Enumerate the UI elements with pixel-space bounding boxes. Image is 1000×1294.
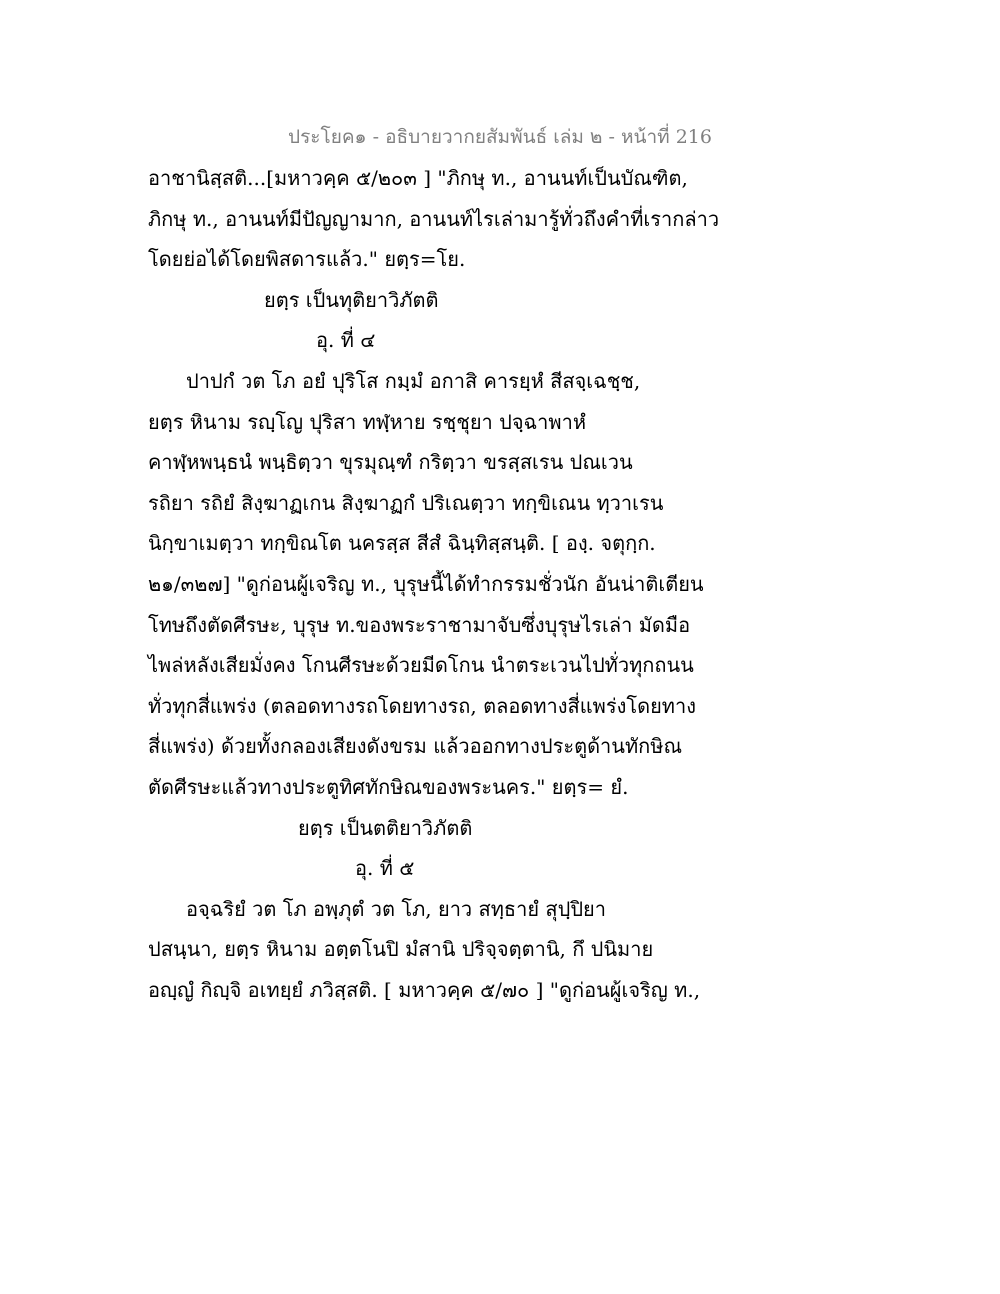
- text-line: อญฺญํ กิญฺจิ อเทยฺยํ ภวิสฺสติ. [ มหาวคฺค ๕/๗๐ ] "ดูก่อนผู้เจริญ ท.,: [148, 977, 701, 1002]
- text-line: ตัดศีรษะแล้วทางประตูทิศทักษิณของพระนคร." ยตฺร= ยํ.: [148, 774, 629, 799]
- text-line: ปาปกํ วต โภ อยํ ปุริโส กมฺมํ อกาสิ คารยฺหํ สีสจฺเฉชฺช,: [186, 368, 641, 393]
- text-line: โทษถึงตัดศีรษะ, บุรุษ ท.ของพระราชามาจับซึ่งบุรุษไรเล่า มัดมือ: [148, 612, 691, 637]
- text-line: อาชานิสฺสติ...[มหาวคฺค ๕/๒๐๓ ] "ภิกษุ ท., อานนท์เป็นบัณฑิต,: [148, 166, 688, 190]
- text-line: อจฺฉริยํ วต โภ อพฺภุตํ วต โภ, ยาว สทฺธายํ สุปฺปิยา: [186, 896, 606, 921]
- section-heading: ยตฺร เป็นทุติยาวิภัตติ: [264, 287, 439, 312]
- section-heading: ยตฺร เป็นตติยาวิภัตติ: [298, 815, 473, 840]
- example-number: อุ. ที่ ๔: [316, 328, 376, 353]
- document-body: [148, 158, 720, 1010]
- example-number: อุ. ที่ ๕: [355, 856, 415, 881]
- page-header: [0, 122, 1000, 152]
- text-line: นิกฺขาเมตฺวา ทกฺขิณโต นครสฺส สีสํ ฉินฺทิสฺสนฺติ. [ องฺ. จตุกฺก.: [148, 531, 656, 556]
- text-line: ภิกษุ ท., อานนท์มีปัญญามาก, อานนท์ไรเล่ามารู้ทั่วถึงคำที่เรากล่าว: [148, 206, 720, 231]
- text-line: ยตฺร หินาม รญฺโญ ปุริสา ทฬฺหาย รชฺชุยา ปจฺฉาพาหํ: [148, 409, 586, 434]
- text-line: ไพล่หลังเสียมั่งคง โกนศีรษะด้วยมีดโกน นำตระเวนไปทั่วทุกถนน: [148, 653, 694, 678]
- text-line: รถิยา รถิยํ สิงฺฆาฏเกน สิงฺฆาฏกํ ปริเณตฺวา ทกฺขิเณน ทฺวาเรน: [148, 490, 664, 515]
- text-line: ปสนฺนา, ยตฺร หินาม อตฺตโนปิ มํสานิ ปริจฺจตฺตานิ, กึ ปนิมาย: [148, 937, 654, 962]
- text-line: สี่แพร่ง) ด้วยทั้งกลองเสียงดังขรม แล้วออกทางประตูด้านทักษิณ: [148, 734, 682, 759]
- page-header-text: ประโยค๑ - อธิบายวากยสัมพันธ์ เล่ม ๒ - หน้าที่ 216: [288, 126, 712, 148]
- text-line: โดยย่อได้โดยพิสดารแล้ว." ยตฺร=โย.: [148, 247, 466, 272]
- text-line: คาฬฺหพนฺธนํ พนฺธิตฺวา ขุรมุณฺฑํ กริตฺวา ขรสฺสเรน ปณเวน: [148, 450, 633, 475]
- text-line: ๒๑/๓๒๗] "ดูก่อนผู้เจริญ ท., บุรุษนี้ได้ทำกรรมชั่วนัก อันน่าติเตียน: [148, 571, 704, 596]
- text-line: ทั่วทุกสี่แพร่ง (ตลอดทางรถโดยทางรถ, ตลอดทางสี่แพร่งโดยทาง: [148, 693, 696, 718]
